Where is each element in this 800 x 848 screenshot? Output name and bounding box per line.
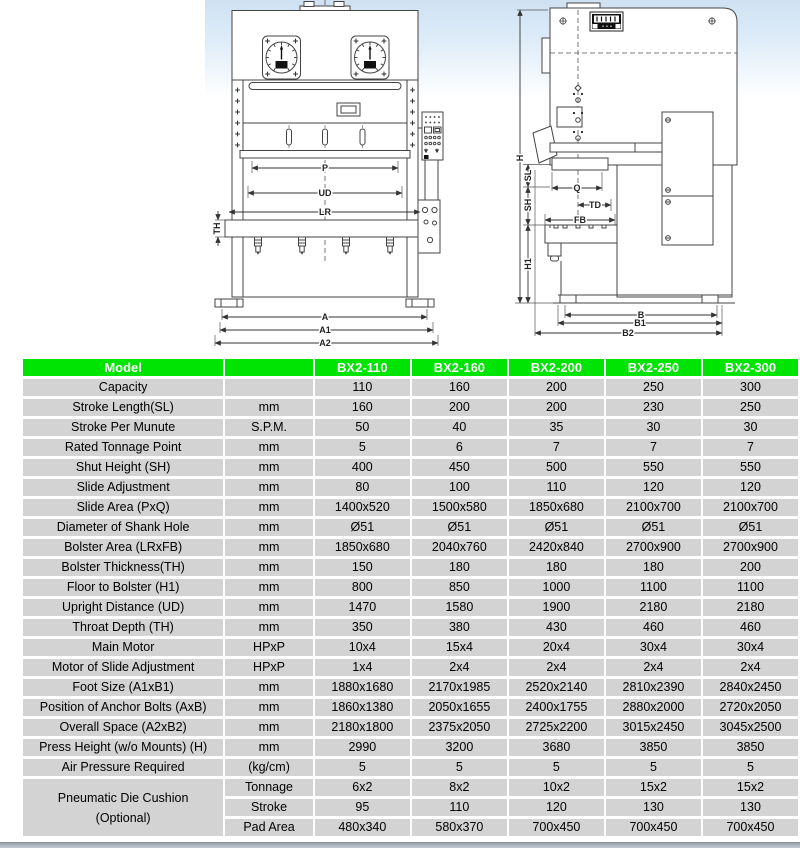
value-cell: 110 [315,379,410,396]
table-row [23,599,798,616]
value-cell: 5 [315,439,410,456]
value-cell: 2050x1655 [412,699,507,716]
header-model-column: BX2-300 [703,359,798,376]
value-cell: 3680 [509,739,604,756]
value-cell: 10x4 [315,639,410,656]
value-cell: 2880x2000 [606,699,701,716]
header-model-column: BX2-200 [509,359,604,376]
anchor-bolt [343,237,350,255]
row-label-cell: Upright Distance (UD) [23,599,223,616]
unit-cell: mm [225,579,313,596]
row-label-cell: Stroke Length(SL) [23,399,223,416]
value-cell: 1580 [412,599,507,616]
value-cell: 6 [412,439,507,456]
value-cell: 80 [315,479,410,496]
value-cell: 15x2 [703,779,798,796]
value-cell: 1100 [703,579,798,596]
dim-label-sl: SL [523,169,533,182]
value-cell: 300 [703,379,798,396]
table-row [23,639,798,656]
value-cell: 850 [412,579,507,596]
row-label-cell: Rated Tonnage Point [23,439,223,456]
value-cell: 2180 [606,599,701,616]
value-cell: 2x4 [703,659,798,676]
row-label-cell: Foot Size (A1xB1) [23,679,223,696]
value-cell: 3045x2500 [703,719,798,736]
value-cell: 700x450 [703,819,798,836]
value-cell: Ø51 [412,519,507,536]
value-cell: 120 [509,799,604,816]
value-cell: 2520x2140 [509,679,604,696]
unit-cell: Tonnage [225,779,313,796]
value-cell: 120 [703,479,798,496]
value-cell: 2420x840 [509,539,604,556]
value-cell: 550 [606,459,701,476]
value-cell: 2990 [315,739,410,756]
value-cell: Ø51 [509,519,604,536]
value-cell: 1850x680 [509,499,604,516]
gauge-dial-icon [351,36,389,79]
footer-bar [0,842,800,848]
lifting-lug [334,2,344,7]
belt-cover [662,112,713,245]
value-cell: 150 [315,559,410,576]
row-label-cell [23,779,223,836]
value-cell: 7 [606,439,701,456]
unit-cell: mm [225,719,313,736]
value-cell: 200 [509,399,604,416]
flywheel-guard [542,38,550,73]
value-cell: 6x2 [315,779,410,796]
value-cell: Ø51 [315,519,410,536]
drive-arm [550,143,668,152]
value-cell: 5 [509,759,604,776]
value-cell: 8x2 [412,779,507,796]
row-label-cell: Throat Depth (TH) [23,619,223,636]
value-cell: 180 [509,559,604,576]
value-cell: 700x450 [606,819,701,836]
value-cell: 380 [412,619,507,636]
dim-label-b: B [637,310,645,320]
row-label-cell: Floor to Bolster (H1) [23,579,223,596]
value-cell: 1100 [606,579,701,596]
table-row [23,719,798,736]
table-row [23,499,798,516]
left-leg [232,237,243,297]
value-cell: 95 [315,799,410,816]
front-view-drawing [212,0,462,352]
value-cell: 2375x2050 [412,719,507,736]
value-cell: 100 [412,479,507,496]
table-row [23,399,798,416]
unit-cell: mm [225,439,313,456]
value-cell: 500 [509,459,604,476]
value-cell: 200 [412,399,507,416]
gauge-dial-icon [263,36,301,79]
row-label-cell: Bolster Area (LRxFB) [23,539,223,556]
value-cell: 30 [606,419,701,436]
value-cell: 460 [606,619,701,636]
unit-cell: mm [225,399,313,416]
unit-cell: mm [225,619,313,636]
row-label-cell: Main Motor [23,639,223,656]
value-cell: 250 [606,379,701,396]
value-cell: 5 [315,759,410,776]
value-cell: 2725x2200 [509,719,604,736]
dim-label-sh: SH [523,198,533,212]
dim-label-fb: FB [574,215,586,225]
value-cell: 3015x2450 [606,719,701,736]
value-cell: 200 [509,379,604,396]
dim-label-p: P [321,163,329,173]
value-cell: 1400x520 [315,499,410,516]
dim-label-h1: H1 [523,258,533,270]
dim-label-th: TH [212,222,222,235]
anchor-bolt [255,237,262,255]
unit-cell: mm [225,499,313,516]
panel-display [425,127,432,133]
row-label-cell: Position of Anchor Bolts (AxB) [23,699,223,716]
value-cell: 2100x700 [703,499,798,516]
value-cell: 1500x580 [412,499,507,516]
value-cell: 350 [315,619,410,636]
unit-cell: mm [225,699,313,716]
value-cell: 230 [606,399,701,416]
value-cell: 2700x900 [606,539,701,556]
table-row [23,739,798,756]
dim-label-h: H [515,154,525,162]
stroke-counter [590,12,623,31]
row-label-cell: Shut Height (SH) [23,459,223,476]
unit-cell: HPxP [225,659,313,676]
value-cell: 2x4 [412,659,507,676]
value-cell: 400 [315,459,410,476]
lifting-lug [567,3,600,8]
value-cell: 1000 [509,579,604,596]
value-cell: 200 [703,559,798,576]
lifting-lug [304,2,314,7]
value-cell: 2810x2390 [606,679,701,696]
value-cell: 5 [703,759,798,776]
side-press-body [533,3,737,303]
unit-cell: mm [225,459,313,476]
front-press-body [215,0,434,307]
value-cell: 460 [703,619,798,636]
dim-label-a1: A1 [319,325,331,335]
header-model-column: BX2-250 [606,359,701,376]
value-cell: 2x4 [509,659,604,676]
spec-table [21,356,800,839]
value-cell: 130 [606,799,701,816]
value-cell: 480x340 [315,819,410,836]
table-row [23,379,798,396]
unit-cell: S.P.M. [225,419,313,436]
table-header-row [23,359,798,376]
value-cell: 1x4 [315,659,410,676]
value-cell: 110 [509,479,604,496]
value-cell: 5 [412,759,507,776]
bolster-plate [225,220,424,237]
value-cell: 2400x1755 [509,699,604,716]
value-cell: 15x2 [606,779,701,796]
value-cell: Ø51 [703,519,798,536]
value-cell: 3850 [606,739,701,756]
value-cell: 120 [606,479,701,496]
table-row [23,579,798,596]
header-model-column: BX2-110 [315,359,410,376]
row-label-cell: Press Height (w/o Mounts) (H) [23,739,223,756]
value-cell: 5 [606,759,701,776]
table-row [23,439,798,456]
anchor-bolt [299,237,306,255]
slide-plate [552,158,608,170]
row-label-cell: Stroke Per Munute [23,419,223,436]
unit-cell: mm [225,539,313,556]
header-unit-cell [225,359,313,376]
table-row [23,539,798,556]
table-row [23,779,798,796]
value-cell: 2100x700 [606,499,701,516]
value-cell: 30x4 [703,639,798,656]
table-row [23,419,798,436]
unit-cell: mm [225,519,313,536]
unit-cell: HPxP [225,639,313,656]
unit-cell: mm [225,559,313,576]
value-cell: 2720x2050 [703,699,798,716]
table-row [23,479,798,496]
unit-cell [225,379,313,396]
value-cell: 15x4 [412,639,507,656]
dim-label-lr: LR [319,207,331,217]
dim-label-ud: UD [318,188,332,198]
anchor-bolt [387,237,394,255]
unit-cell: (kg/cm) [225,759,313,776]
value-cell: 180 [606,559,701,576]
slide-window [337,103,360,116]
right-leg [407,237,418,297]
die-cushion [548,243,561,256]
value-cell: 3850 [703,739,798,756]
table-row [23,679,798,696]
value-cell: 580x370 [412,819,507,836]
table-row [23,699,798,716]
crown [232,11,418,81]
value-cell: 2700x900 [703,539,798,556]
value-cell: 1850x680 [315,539,410,556]
unit-cell: Stroke [225,799,313,816]
side-view-drawing [505,0,800,352]
slide-slot [323,129,328,145]
value-cell: 1470 [315,599,410,616]
dim-label-a2: A2 [319,338,331,348]
value-cell: 130 [703,799,798,816]
value-cell: 30 [703,419,798,436]
value-cell: 1900 [509,599,604,616]
front-control-panel [418,112,443,253]
group-label-line: Pneumatic Die Cushion [57,790,189,805]
slide-slot [360,129,365,145]
value-cell: 250 [703,399,798,416]
value-cell: 10x2 [509,779,604,796]
value-cell: Ø51 [606,519,701,536]
foot-pad [560,295,576,303]
dim-label-b1: B1 [634,318,646,328]
unit-cell: Pad Area [225,819,313,836]
value-cell: 2840x2450 [703,679,798,696]
value-cell: 2040x760 [412,539,507,556]
dim-label-td: TD [589,200,601,210]
row-label-cell: Overall Space (A2xB2) [23,719,223,736]
row-label-cell: Motor of Slide Adjustment [23,659,223,676]
header-model-column: BX2-160 [412,359,507,376]
row-label-cell: Air Pressure Required [23,759,223,776]
foot-pad [215,299,243,307]
slide-bracket [557,107,582,127]
value-cell: 550 [703,459,798,476]
dim-label-a: A [321,312,329,322]
table-row [23,519,798,536]
slide-bottom-flange [240,151,410,159]
table-row [23,619,798,636]
value-cell: 7 [703,439,798,456]
value-cell: 2170x1985 [412,679,507,696]
value-cell: 700x450 [509,819,604,836]
dim-label-q: Q [573,183,581,193]
row-label-cell: Bolster Thickness(TH) [23,559,223,576]
value-cell: 110 [412,799,507,816]
table-row [23,459,798,476]
row-label-cell: Diameter of Shank Hole [23,519,223,536]
value-cell: 430 [509,619,604,636]
group-label-line: (Optional) [95,810,151,825]
value-cell: 2180x1800 [315,719,410,736]
value-cell: 1860x1380 [315,699,410,716]
value-cell: 35 [509,419,604,436]
row-label-cell: Capacity [23,379,223,396]
foot-pad [702,295,718,303]
value-cell: 3200 [412,739,507,756]
value-cell: 2x4 [606,659,701,676]
row-label-cell: Slide Area (PxQ) [23,499,223,516]
value-cell: 180 [412,559,507,576]
foot-pad [406,299,434,307]
header-model-cell: Model [23,359,223,376]
value-cell: 30x4 [606,639,701,656]
unit-cell: mm [225,479,313,496]
unit-cell: mm [225,679,313,696]
dim-label-b2: B2 [622,328,634,338]
table-row [23,559,798,576]
unit-cell: mm [225,739,313,756]
value-cell: 40 [412,419,507,436]
table-row [23,759,798,776]
value-cell: 450 [412,459,507,476]
value-cell: 7 [509,439,604,456]
slide-slot [287,129,292,145]
value-cell: 2180 [703,599,798,616]
table-row [23,659,798,676]
unit-cell: mm [225,599,313,616]
value-cell: 800 [315,579,410,596]
value-cell: 160 [315,399,410,416]
value-cell: 50 [315,419,410,436]
value-cell: 20x4 [509,639,604,656]
row-label-cell: Slide Adjustment [23,479,223,496]
value-cell: 1880x1680 [315,679,410,696]
value-cell: 160 [412,379,507,396]
front-dimensions [212,161,438,348]
